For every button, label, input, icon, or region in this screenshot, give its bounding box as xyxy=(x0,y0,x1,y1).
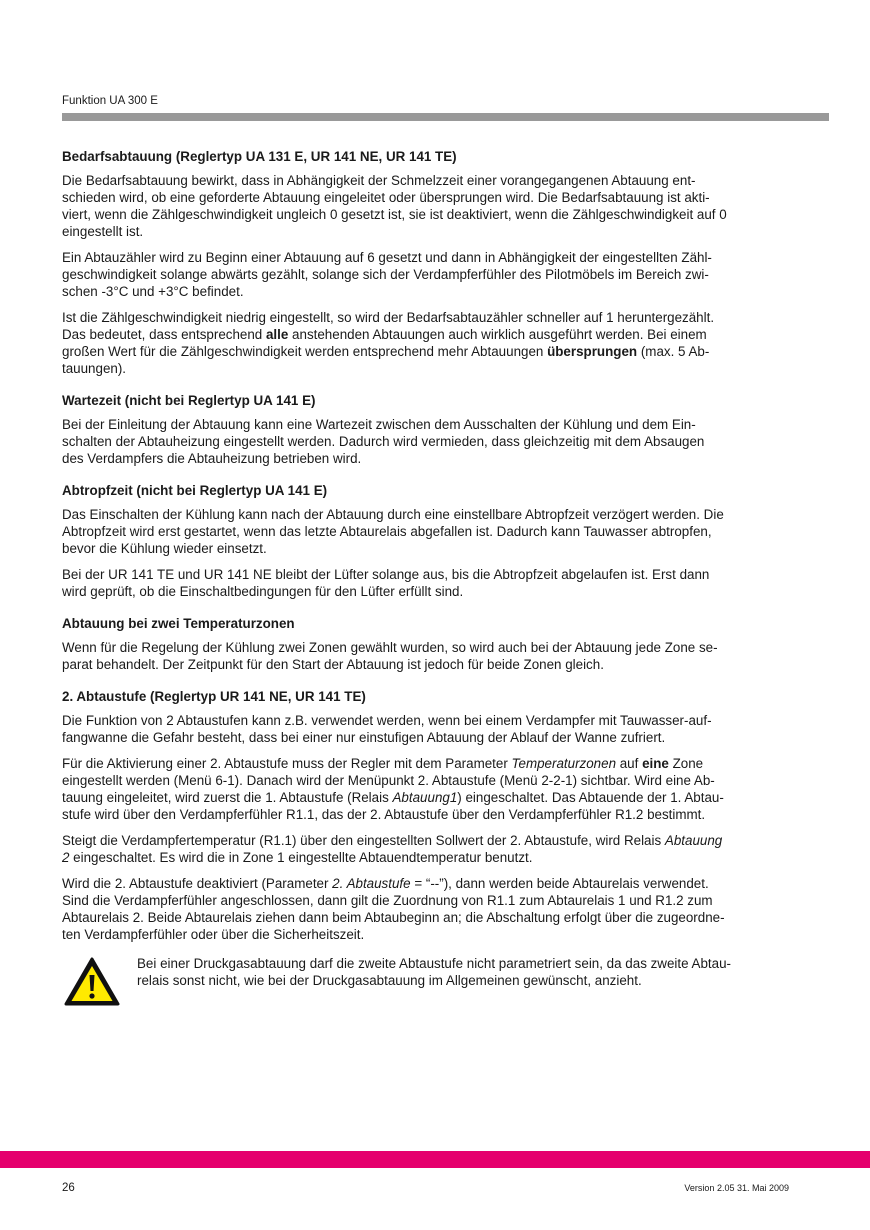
text-segment: fangwanne die Gefahr besteht, dass bei einer nur einstufigen Abtauung der Ablauf der Wanne zufriert. xyxy=(62,730,666,745)
text-segment: viert, wenn die Zählgeschwindigkeit ungleich 0 gesetzt ist, sie ist deaktiviert, wenn die Zählgeschwindigkeit auf 0 xyxy=(62,207,727,222)
text-segment: Zone xyxy=(668,756,704,771)
text-segment: auf xyxy=(616,756,643,771)
text-segment: Ein Abtauzähler wird zu Beginn einer Abtauung auf 6 gesetzt und dann in Abhängigkeit der eingestellten Zähl- xyxy=(62,250,712,265)
text-segment: stufe wird über den Verdampferfühler R1.1, das der 2. Abtaustufe über den Verdampferfühler R1.2 bestimmt. xyxy=(62,807,706,822)
text-segment: eingestellt ist. xyxy=(62,224,144,239)
text-line xyxy=(62,755,802,772)
text-line xyxy=(62,416,802,433)
header-divider-bar xyxy=(62,113,829,121)
text-line xyxy=(62,772,802,789)
italic-text: 2 xyxy=(62,850,70,865)
text-segment: ) eingeschaltet. Das Abtauende der 1. Abtau- xyxy=(457,790,724,805)
text-line xyxy=(62,360,802,377)
text-segment: eingeschaltet. Es wird die in Zone 1 eingestellte Abtauendtemperatur benutzt. xyxy=(69,850,533,865)
italic-text: Abtauung xyxy=(664,833,723,848)
text-segment: Für die Aktivierung einer 2. Abtaustufe muss der Regler mit dem Parameter xyxy=(62,756,512,771)
paragraph xyxy=(62,249,802,300)
text-segment: Ist die Zählgeschwindigkeit niedrig eingestellt, so wird der Bedarfsabtauzähler schneller auf 1 heruntergezählt. xyxy=(62,310,715,325)
paragraph xyxy=(62,639,802,673)
text-line xyxy=(62,806,802,823)
text-line xyxy=(62,309,802,326)
text-line xyxy=(62,249,802,266)
warning-text-line: Bei einer Druckgasabtauung darf die zweite Abtaustufe nicht parametriert sein, da das zweite Abtau- xyxy=(137,956,731,971)
text-line xyxy=(62,892,802,909)
text-line xyxy=(62,326,802,343)
text-segment: anstehenden Abtauungen auch wirklich ausgeführt werden. Bei einem xyxy=(288,327,707,342)
text-segment: eingestellt werden (Menü 6-1). Danach wird der Menüpunkt 2. Abtaustufe (Menü 2-2-1) sichtbar. Wird eine Ab- xyxy=(62,773,715,788)
text-segment: wird geprüft, ob die Einschaltbedingungen für den Lüfter erfüllt sind. xyxy=(62,584,464,599)
document-body xyxy=(62,148,802,952)
text-line xyxy=(62,283,802,300)
text-segment: Abtaurelais 2. Beide Abtaurelais ziehen dann beim Abtaubeginn an; die Abschaltung erfolgt über die zugeordne- xyxy=(62,910,725,925)
text-segment: parat behandelt. Der Zeitpunkt für den Start der Abtauung ist jedoch für beide Zonen gleich. xyxy=(62,657,604,672)
text-line xyxy=(62,656,802,673)
page-number: 26 xyxy=(62,1182,75,1194)
text-segment: des Verdampfers die Abtauheizung betrieben wird. xyxy=(62,451,362,466)
italic-text: Temperaturzonen xyxy=(511,756,617,771)
bold-text: übersprungen xyxy=(547,344,638,359)
text-line xyxy=(62,583,802,600)
text-line xyxy=(62,223,802,240)
text-line xyxy=(62,172,802,189)
warning-triangle-icon xyxy=(64,957,120,1007)
text-line xyxy=(62,909,802,926)
version-info: Version 2.05 31. Mai 2009 xyxy=(684,1183,789,1193)
warning-text-line: relais sonst nicht, wie bei der Druckgasabtauung im Allgemeinen gewünscht, anzieht. xyxy=(137,973,642,988)
text-segment: = “--”), dann werden beide Abtaurelais verwendet. xyxy=(410,876,709,891)
text-segment: schen -3°C und +3°C befindet. xyxy=(62,284,244,299)
paragraph xyxy=(62,566,802,600)
text-segment: bevor die Kühlung wieder einsetzt. xyxy=(62,541,267,556)
paragraph xyxy=(62,506,802,557)
text-segment: tauung eingeleitet, wird zuerst die 1. Abtaustufe (Relais xyxy=(62,790,393,805)
paragraph xyxy=(62,712,802,746)
paragraph xyxy=(62,416,802,467)
section-heading: Abtauung bei zwei Temperaturzonen xyxy=(62,616,295,631)
text-line xyxy=(62,506,802,523)
text-segment: Steigt die Verdampfertemperatur (R1.1) über den eingestellten Sollwert der 2. Abtaustufe, wird Relais xyxy=(62,833,665,848)
paragraph xyxy=(62,309,802,377)
section-heading: Bedarfsabtauung (Reglertyp UA 131 E, UR 141 NE, UR 141 TE) xyxy=(62,149,457,164)
text-segment: Abtropfzeit wird erst gestartet, wenn das letzte Abtaurelais abgefallen ist. Dadurch kann Tauwasser abtropfen, xyxy=(62,524,712,539)
text-segment: Das Einschalten der Kühlung kann nach der Abtauung durch eine einstellbare Abtropfzeit verzögert werden. Die xyxy=(62,507,724,522)
text-segment: Das bedeutet, dass entsprechend xyxy=(62,327,266,342)
text-line xyxy=(62,523,802,540)
text-line xyxy=(62,540,802,557)
text-segment: ten Verdampferfühler oder über die Sicherheitszeit. xyxy=(62,927,365,942)
paragraph xyxy=(62,832,802,866)
text-segment: tauungen). xyxy=(62,361,127,376)
text-line xyxy=(62,926,802,943)
text-line xyxy=(62,566,802,583)
text-segment: großen Wert für die Zählgeschwindigkeit werden entsprechend mehr Abtauungen xyxy=(62,344,548,359)
paragraph xyxy=(62,875,802,943)
section-heading: Abtropfzeit (nicht bei Reglertyp UA 141 E) xyxy=(62,483,328,498)
text-line xyxy=(62,266,802,283)
text-line xyxy=(62,189,802,206)
text-segment: schalten der Abtauheizung eingestellt werden. Dadurch wird vermieden, dass gleichzeitig mit dem Absaugen xyxy=(62,434,705,449)
text-line xyxy=(62,433,802,450)
section-heading: 2. Abtaustufe (Reglertyp UR 141 NE, UR 141 TE) xyxy=(62,689,366,704)
italic-text: Abtauung1 xyxy=(392,790,458,805)
text-line xyxy=(62,450,802,467)
text-line xyxy=(62,849,802,866)
footer-accent-bar xyxy=(0,1151,870,1168)
text-line xyxy=(62,875,802,892)
text-segment: Bei der UR 141 TE und UR 141 NE bleibt der Lüfter solange aus, bis die Abtropfzeit abgelaufen ist. Erst dann xyxy=(62,567,710,582)
text-line xyxy=(62,729,802,746)
paragraph xyxy=(62,172,802,240)
bold-text: alle xyxy=(265,327,289,342)
text-segment: (max. 5 Ab- xyxy=(637,344,710,359)
italic-text: 2. Abtaustufe xyxy=(332,876,411,891)
bold-text: eine xyxy=(642,756,669,771)
text-segment: schieden wird, ob eine geforderte Abtauung eingeleitet oder übersprungen wird. Die Bedarfsabtauung ist akti- xyxy=(62,190,710,205)
text-line xyxy=(62,712,802,729)
section-heading: Wartezeit (nicht bei Reglertyp UA 141 E) xyxy=(62,393,316,408)
text-line xyxy=(62,789,802,806)
text-line xyxy=(62,639,802,656)
text-segment: Die Bedarfsabtauung bewirkt, dass in Abhängigkeit der Schmelzzeit einer vorangegangenen Abtauung ent- xyxy=(62,173,696,188)
text-segment: Wenn für die Regelung der Kühlung zwei Zonen gewählt wurden, so wird auch bei der Abtauung jede Zone se- xyxy=(62,640,718,655)
text-segment: Wird die 2. Abtaustufe deaktiviert (Parameter xyxy=(62,876,333,891)
text-line xyxy=(62,206,802,223)
running-header: Funktion UA 300 E xyxy=(62,95,158,107)
text-segment: geschwindigkeit solange abwärts gezählt, solange sich der Verdampferfühler des Pilotmöbels im Bereich zwi- xyxy=(62,267,709,282)
text-line xyxy=(62,343,802,360)
paragraph xyxy=(62,755,802,823)
text-line xyxy=(62,832,802,849)
text-segment: Sind die Verdampferfühler angeschlossen, dann gilt die Zuordnung von R1.1 zum Abtaurelais 1 und R1.2 zum xyxy=(62,893,713,908)
text-segment: Bei der Einleitung der Abtauung kann eine Wartezeit zwischen dem Ausschalten der Kühlung und dem Ein- xyxy=(62,417,696,432)
text-segment: Die Funktion von 2 Abtaustufen kann z.B. verwendet werden, wenn bei einem Verdampfer mit Tauwasser-auf- xyxy=(62,713,712,728)
